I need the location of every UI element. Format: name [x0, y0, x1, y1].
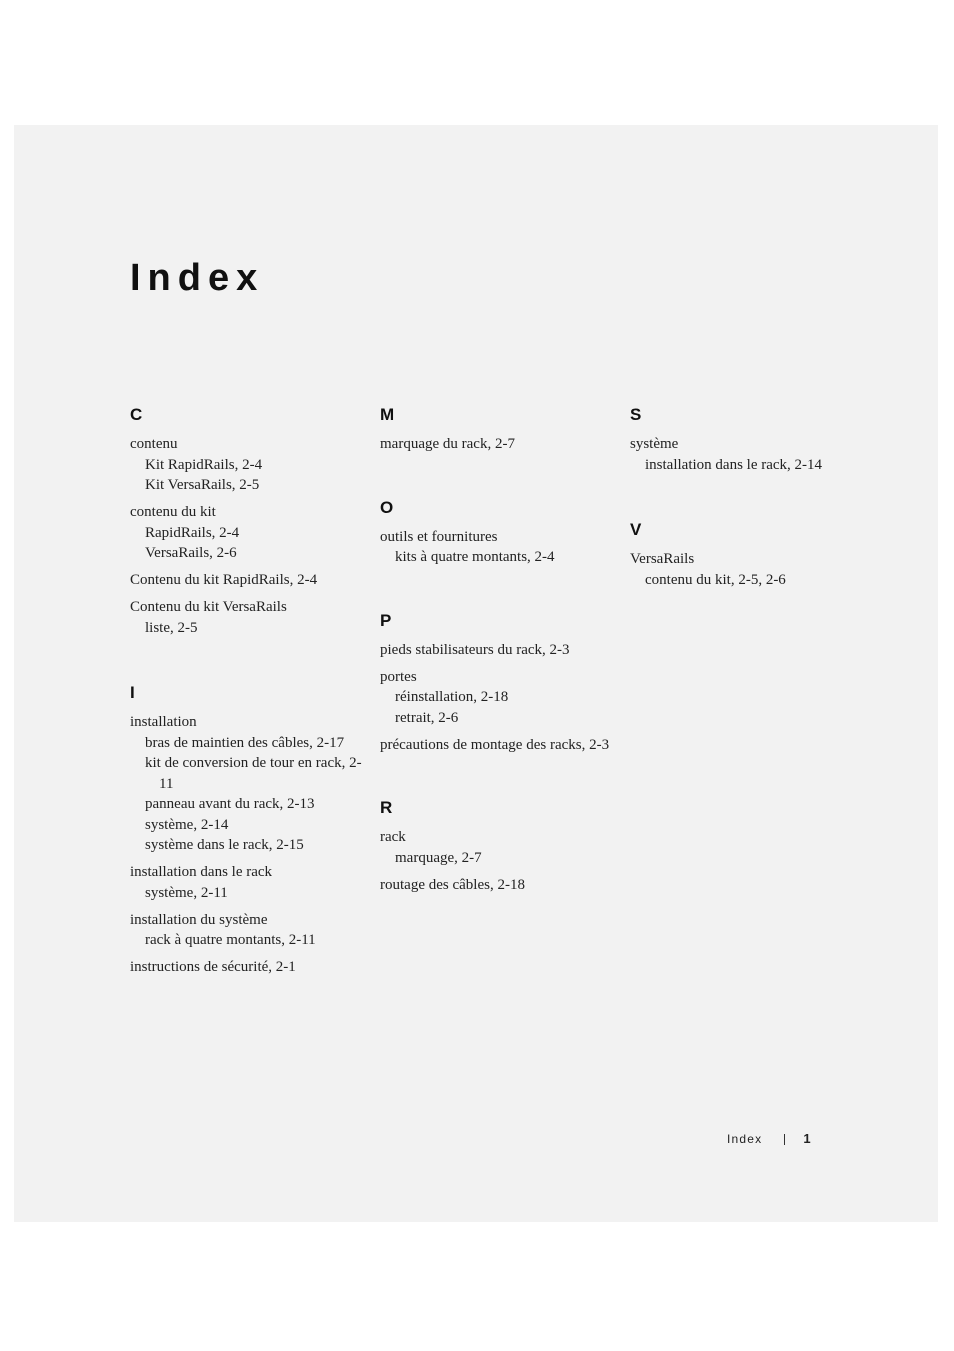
entry-subterm: rack à quatre montants, 2-11 — [145, 932, 316, 948]
index-section — [380, 494, 616, 568]
index-entry — [130, 502, 366, 564]
entry-term: installation — [130, 714, 197, 730]
index-section — [130, 401, 366, 638]
index-entry — [380, 875, 616, 896]
index-entry — [130, 597, 366, 638]
section-letter: P — [380, 610, 392, 630]
entry-term: pieds stabilisateurs du rack, 2-3 — [380, 641, 570, 658]
index-section — [130, 679, 366, 978]
index-entry — [380, 434, 616, 455]
entry-subterm: bras de maintien des câbles, 2-17 — [145, 734, 345, 751]
entry-subterm: VersaRails, 2-6 — [145, 545, 237, 561]
footer-label: Index — [727, 1132, 763, 1146]
entry-term: Contenu du kit VersaRails — [130, 599, 287, 615]
entry-subterm: Kit VersaRails, 2-5 — [145, 477, 260, 493]
entry-subterm: système, 2-14 — [145, 816, 229, 833]
entry-subterm: panneau avant du rack, 2-13 — [145, 796, 315, 812]
entry-term: contenu — [130, 436, 178, 452]
section-letter: V — [630, 520, 642, 539]
section-letter: O — [380, 497, 394, 517]
entry-term: système — [630, 436, 679, 452]
index-entry — [380, 827, 616, 868]
index-entry — [130, 957, 366, 978]
index-section — [380, 401, 616, 455]
page-number: 1 — [803, 1131, 811, 1146]
entry-term: portes — [380, 668, 417, 685]
index-section — [380, 607, 616, 756]
entry-subterm: kit de conversion de tour en rack, 2-11 — [145, 755, 362, 792]
section-letter: I — [130, 683, 135, 702]
entry-subterm: Kit RapidRails, 2-4 — [145, 456, 263, 473]
entry-subterm: marquage, 2-7 — [395, 849, 482, 866]
entry-subterm: RapidRails, 2-4 — [145, 524, 240, 541]
section-letter: M — [380, 405, 395, 424]
index-entry — [630, 434, 866, 475]
entry-term: instructions de sécurité, 2-1 — [130, 959, 296, 975]
entry-subterm: système, 2-11 — [145, 884, 228, 901]
section-letter: C — [130, 405, 143, 424]
entry-term: routage des câbles, 2-18 — [380, 876, 525, 893]
entry-term: marquage du rack, 2-7 — [380, 436, 515, 452]
index-entry — [380, 527, 616, 568]
index-page — [14, 125, 938, 1222]
entry-term: Contenu du kit RapidRails, 2-4 — [130, 572, 318, 588]
index-section — [630, 401, 866, 475]
index-column-1 — [130, 401, 366, 1019]
index-column-2 — [380, 401, 616, 934]
index-section — [380, 794, 616, 895]
index-entry — [130, 570, 366, 591]
entry-subterm: réinstallation, 2-18 — [395, 689, 509, 705]
entry-term: contenu du kit — [130, 504, 216, 520]
index-entry — [130, 434, 366, 496]
index-entry — [130, 862, 366, 903]
entry-term: rack — [380, 829, 406, 845]
entry-term: précautions de montage des racks, 2-3 — [380, 736, 610, 753]
index-entry — [380, 735, 616, 756]
index-column-3 — [630, 401, 866, 631]
page-footer — [727, 1131, 811, 1146]
entry-subterm: système dans le rack, 2-15 — [145, 837, 304, 853]
entry-term: outils et fournitures — [380, 528, 498, 545]
index-entry — [380, 640, 616, 661]
entry-subterm: kits à quatre montants, 2-4 — [395, 549, 555, 565]
index-entry — [130, 712, 366, 856]
index-entry — [380, 667, 616, 729]
section-letter: R — [380, 798, 393, 817]
index-entry — [130, 910, 366, 951]
footer-separator — [784, 1134, 785, 1145]
index-section — [630, 516, 866, 590]
entry-term: installation du système — [130, 911, 268, 928]
entry-term: VersaRails — [630, 551, 695, 567]
entry-subterm: retrait, 2-6 — [395, 709, 459, 726]
section-letter: S — [630, 405, 642, 424]
page-title: Index — [130, 257, 265, 299]
entry-subterm: liste, 2-5 — [145, 619, 198, 636]
index-entry — [630, 549, 866, 590]
entry-subterm: contenu du kit, 2-5, 2-6 — [645, 571, 786, 588]
entry-subterm: installation dans le rack, 2-14 — [645, 456, 823, 473]
entry-term: installation dans le rack — [130, 864, 273, 880]
